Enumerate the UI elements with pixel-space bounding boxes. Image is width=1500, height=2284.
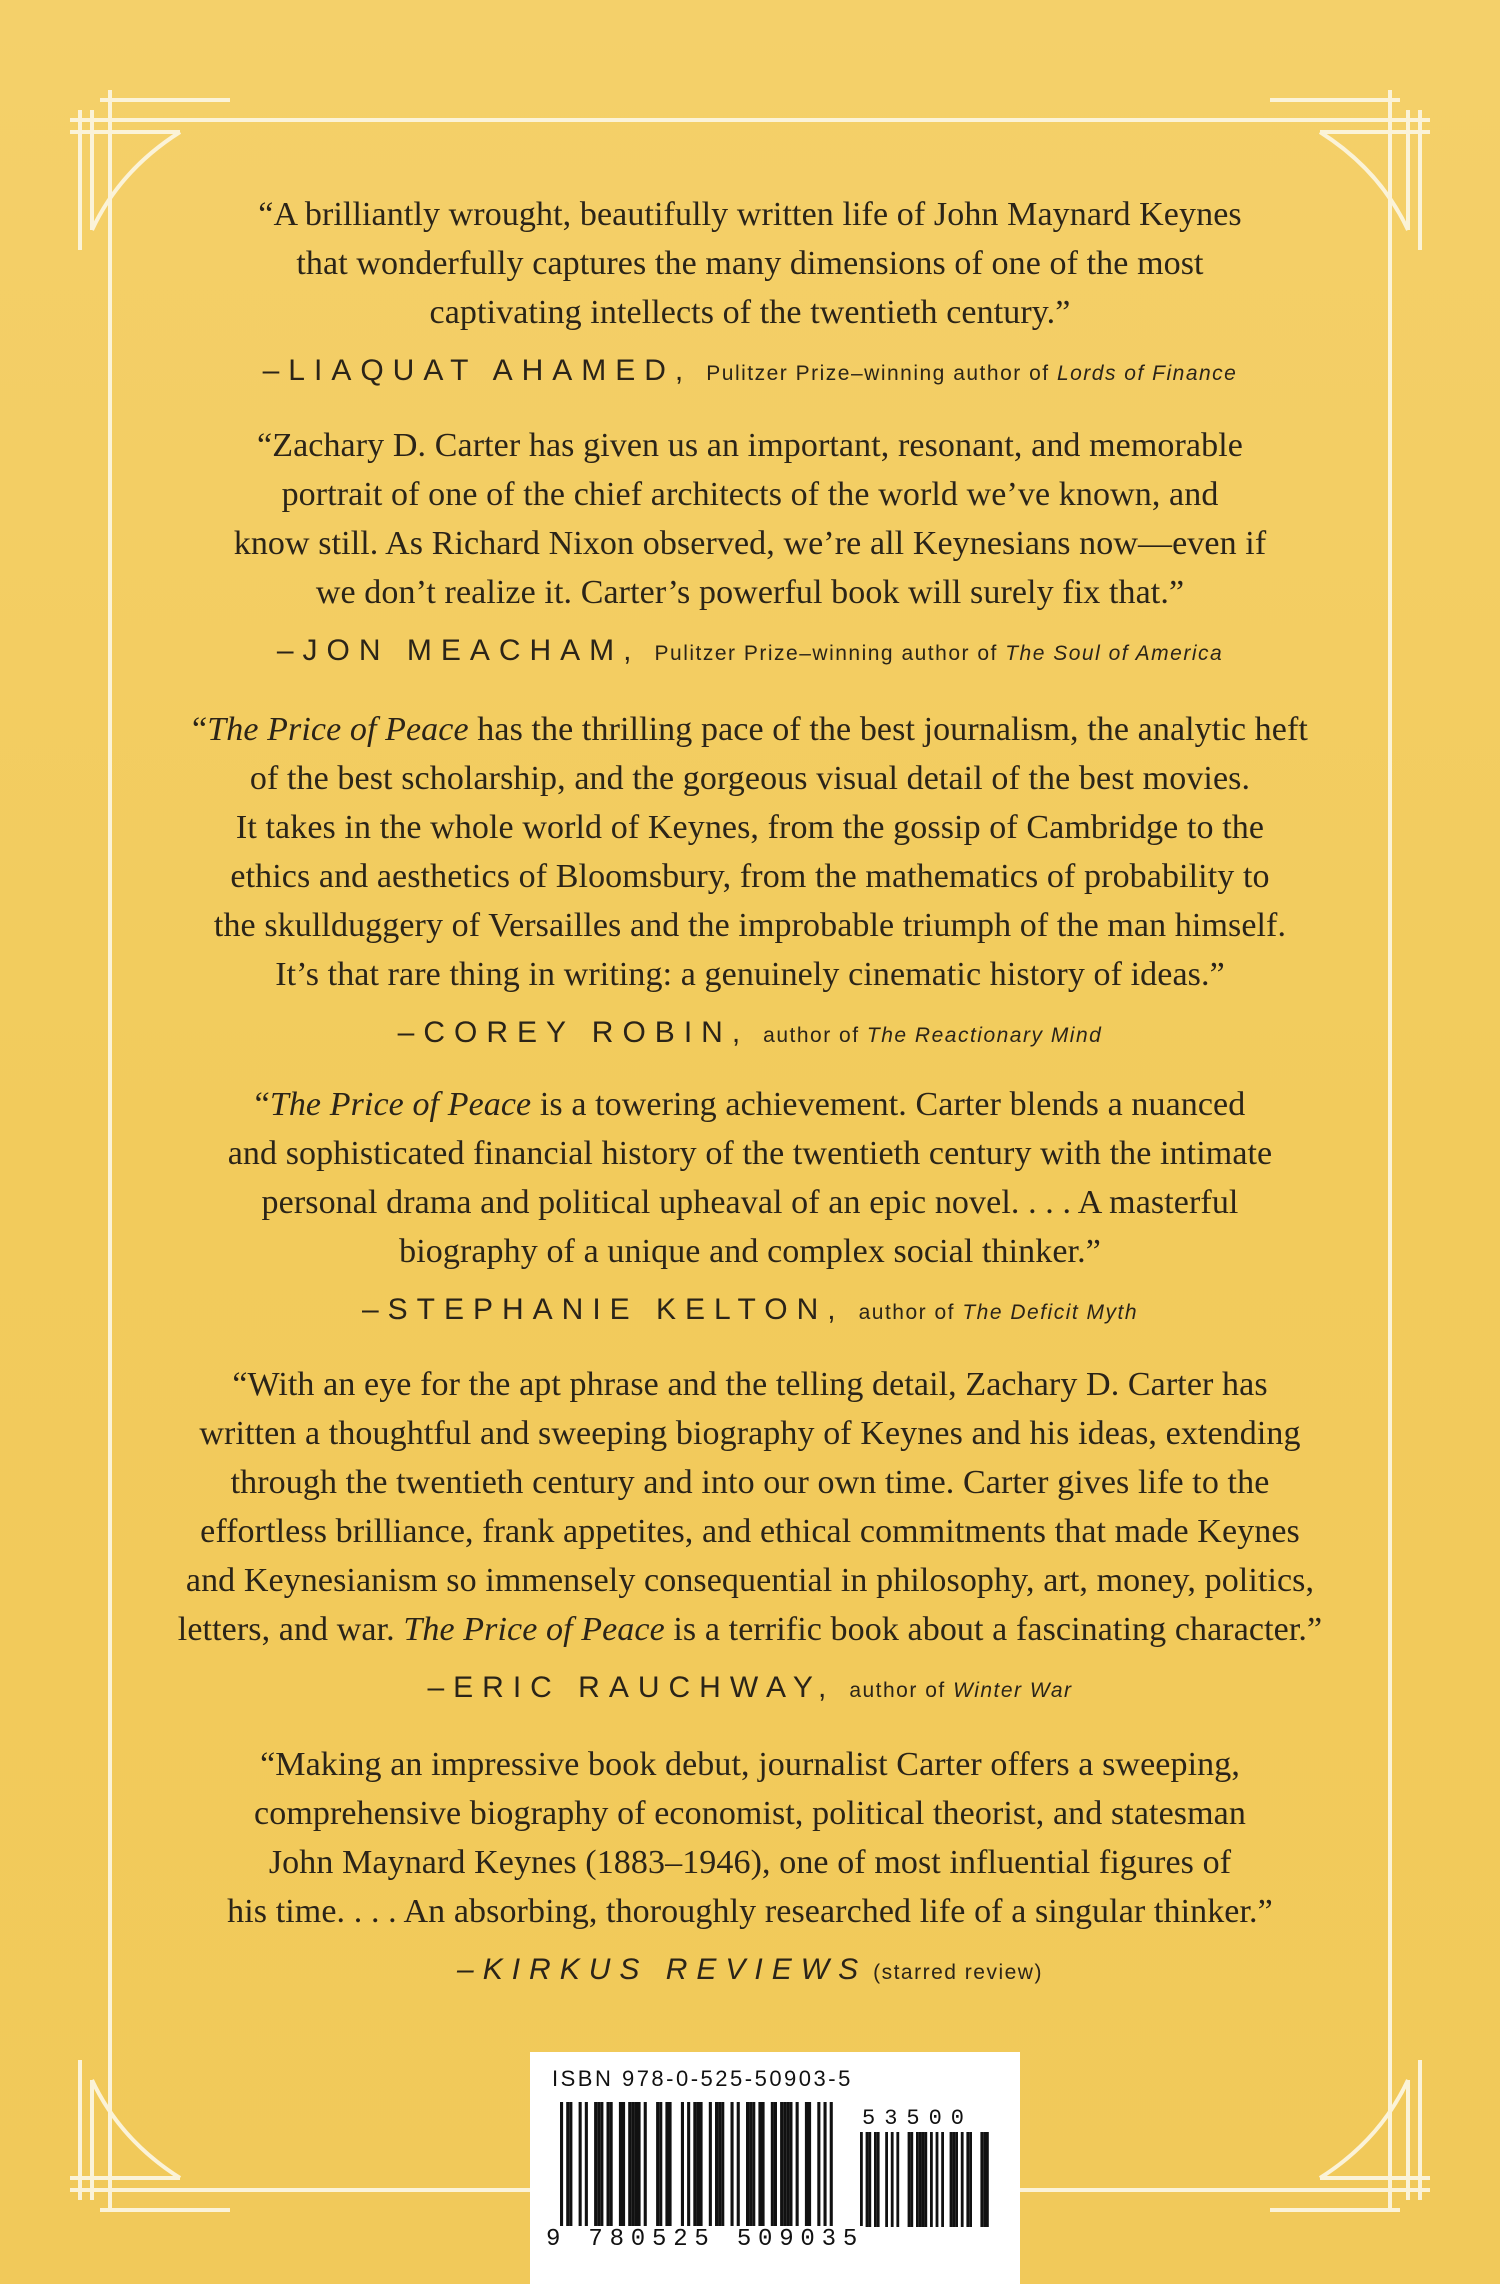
attribution-role: author of The Deficit Myth: [858, 1301, 1139, 1324]
barcode-bar: [780, 2102, 783, 2227]
barcode-bar: [669, 2102, 672, 2227]
barcode-bar: [916, 2132, 919, 2227]
barcode-bar: [866, 2132, 869, 2227]
barcode-bar: [758, 2102, 761, 2227]
quote-text: “The Price of Peace has the thrilling pace of the best journalism, the analytic heft of the best scholarship, and the gorgeous visual detail of the best movies. It takes in the whole world of Keynes, from the gossip of Cambridge to the ethics and aesthetics of Bloomsbury, from the mathematics of probability to the skullduggery of Versailles and the improbable triumph of the man himself. It’s that rare thing in writing: a genuinely cinematic history of ideas.”: [192, 711, 1308, 993]
barcode-bar: [969, 2132, 972, 2227]
book-title: The Price of Peace: [403, 1611, 665, 1648]
quote-text: “With an eye for the apt phrase and the telling detail, Zachary D. Carter has written a thoughtful and sweeping biography of Keynes and his ideas, extending through the twentieth century and into our own time. Carter gives life to the effortless brilliance, frank appetites, and ethical commitments that made Keynes and Keynesianism so immensely consequential in philosophy, art, money, politics, letters, and war. The Price of Peace is a terrific book about a fascinating character.”: [177, 1366, 1323, 1648]
barcode-bar: [817, 2102, 820, 2227]
barcode-bar: [634, 2102, 637, 2227]
blurb-kelton: [150, 1080, 1350, 1333]
barcode-bar: [656, 2102, 659, 2227]
price-code: 53500: [862, 2106, 974, 2131]
barcode-bar: [786, 2102, 789, 2227]
barcode-bar: [585, 2102, 588, 2227]
barcode-addon: [860, 2132, 1000, 2242]
barcode-bar: [941, 2132, 944, 2227]
attribution-role: author of Winter War: [849, 1679, 1073, 1702]
barcode-bar: [600, 2102, 603, 2227]
barcode-bar: [594, 2102, 597, 2227]
barcode-bar: [910, 2132, 913, 2227]
quote-text: “A brilliantly wrought, beautifully written life of John Maynard Keynes that wonderfully captures the many dimensions of one of the most captivating intellects of the twentieth century.”: [258, 196, 1242, 331]
barcode-bar: [631, 2102, 634, 2227]
barcode-bar: [950, 2132, 953, 2227]
barcode-bar: [610, 2102, 613, 2227]
book-title: The Price of Peace: [269, 1086, 532, 1123]
barcode-bar: [700, 2102, 703, 2227]
attribution-work: The Reactionary Mind: [866, 1024, 1103, 1047]
barcode-bar: [579, 2102, 582, 2227]
barcode-bar: [746, 2102, 749, 2227]
barcode-bar: [789, 2102, 792, 2227]
quote-text: “Making an impressive book debut, journalist Carter offers a sweeping, comprehensive biography of economist, political theorist, and statesman John Maynard Keynes (1883–1946), one of most influential figures of his time. . . . An absorbing, thoroughly researched life of a singular thinker.”: [227, 1746, 1273, 1930]
barcode-bar: [986, 2132, 989, 2227]
barcode-bar: [644, 2102, 647, 2227]
attribution-work: Lords of Finance: [1056, 362, 1238, 385]
attribution-name: –COREY ROBIN,: [397, 1016, 750, 1049]
barcode-bar: [936, 2132, 939, 2227]
barcode-bar: [952, 2132, 955, 2227]
barcode-bar: [687, 2102, 690, 2227]
barcode-bar: [721, 2102, 724, 2227]
barcode-bar: [749, 2102, 752, 2227]
barcode-bar: [824, 2102, 827, 2227]
barcode-bar: [808, 2102, 811, 2227]
barcode-bar: [774, 2102, 777, 2227]
barcode-bar: [961, 2132, 964, 2227]
barcode-bar: [896, 2132, 899, 2227]
barcode-bar: [930, 2132, 933, 2227]
blurb-meacham: [150, 421, 1350, 674]
barcode-box: [530, 2052, 1020, 2284]
blurb-robin: [150, 705, 1350, 1056]
attribution-role: Pulitzer Prize–winning author of The Soul of America: [654, 642, 1224, 665]
barcode-bar: [566, 2102, 569, 2227]
barcode-bar: [752, 2102, 755, 2227]
barcode-bar: [830, 2102, 833, 2227]
barcode-bar: [560, 2102, 563, 2227]
barcode-bar: [638, 2102, 641, 2227]
barcode-bar: [619, 2102, 622, 2227]
attribution: [150, 351, 1350, 394]
barcode-bar: [737, 2102, 740, 2227]
barcode-bar: [693, 2102, 696, 2227]
barcode-bar: [659, 2102, 662, 2227]
blurb-kirkus: [150, 1740, 1350, 1993]
barcode-digits: 9 780525 509035: [546, 2226, 865, 2253]
barcode-bar: [919, 2132, 922, 2227]
barcode-bar: [665, 2102, 668, 2227]
barcode-bar: [771, 2102, 774, 2227]
barcode-bar: [885, 2132, 888, 2227]
book-title: The Price of Peace: [207, 711, 469, 748]
quote-text: “The Price of Peace is a towering achievement. Carter blends a nuanced and sophisticated financial history of the twentieth century with the intimate personal drama and political upheaval of an epic novel. . . . A masterful biography of a unique and complex social thinker.”: [227, 1086, 1273, 1270]
barcode-bar: [955, 2132, 958, 2227]
barcode-bar: [796, 2102, 799, 2227]
attribution-name: –STEPHANIE KELTON,: [361, 1293, 845, 1326]
attribution: [150, 1668, 1350, 1711]
barcode-bar: [805, 2102, 808, 2227]
isbn-label: ISBN 978-0-525-50903-5: [552, 2066, 853, 2091]
barcode-bar: [628, 2102, 631, 2227]
attribution: [150, 1950, 1350, 1993]
barcode-main: [560, 2102, 850, 2242]
barcode-bar: [891, 2132, 894, 2227]
attribution-work: The Deficit Myth: [962, 1301, 1139, 1324]
attribution-work: The Soul of America: [1005, 642, 1224, 665]
blurb-rauchway: [150, 1360, 1350, 1711]
barcode-bar: [718, 2102, 721, 2227]
attribution-role: Pulitzer Prize–winning author of Lords of Finance: [706, 362, 1238, 385]
attribution-name: –LIAQUAT AHAMED,: [262, 354, 693, 387]
attribution-name: –KIRKUS REVIEWS: [457, 1953, 868, 1986]
barcode-bar: [924, 2132, 927, 2227]
barcode-bar: [681, 2102, 684, 2227]
barcode-bar: [762, 2102, 765, 2227]
barcode-bar: [569, 2102, 572, 2227]
barcode-bar: [607, 2102, 610, 2227]
barcode-bar: [696, 2102, 699, 2227]
attribution-role: (starred review): [873, 1961, 1043, 1984]
attribution: [150, 1013, 1350, 1056]
barcode-bar: [715, 2102, 718, 2227]
barcode-bar: [860, 2132, 863, 2227]
attribution: [150, 1290, 1350, 1333]
attribution: [150, 631, 1350, 674]
barcode-bar: [622, 2102, 625, 2227]
blurb-ahamed: [150, 190, 1350, 394]
barcode-bar: [983, 2132, 986, 2227]
barcode-bar: [874, 2132, 877, 2227]
attribution-name: –ERIC RAUCHWAY,: [427, 1671, 836, 1704]
barcode-bar: [731, 2102, 734, 2227]
barcode-bar: [922, 2132, 925, 2227]
barcode-bar: [877, 2132, 880, 2227]
barcode-bar: [980, 2132, 983, 2227]
quote-text: “Zachary D. Carter has given us an important, resonant, and memorable portrait of one of the chief architects of the world we’ve known, and know still. As Richard Nixon observed, we’re all Keynesians now—even if we don’t realize it. Carter’s powerful book will surely fix that.”: [233, 427, 1267, 611]
barcode-bar: [868, 2132, 871, 2227]
barcode-bar: [908, 2132, 911, 2227]
barcode-bar: [966, 2132, 969, 2227]
attribution-work: Winter War: [953, 1679, 1073, 1702]
barcode-bar: [597, 2102, 600, 2227]
attribution-name: –JON MEACHAM,: [276, 634, 641, 667]
barcode-bar: [709, 2102, 712, 2227]
attribution-role: author of The Reactionary Mind: [763, 1024, 1103, 1047]
barcode-bar: [783, 2102, 786, 2227]
